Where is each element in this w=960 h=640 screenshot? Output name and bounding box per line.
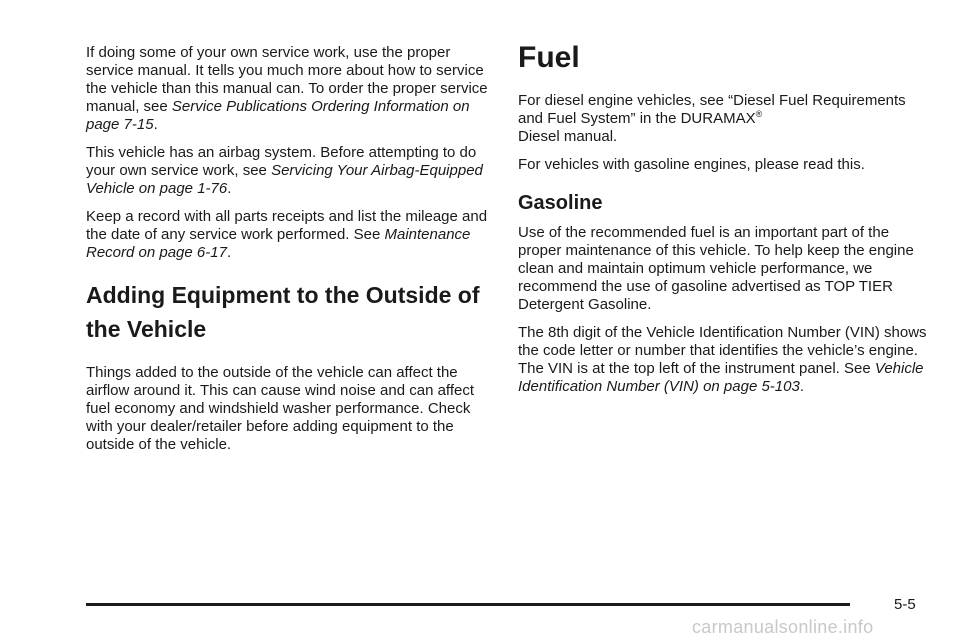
adding-equipment-heading: Adding Equipment to the Outside of the Vehicle bbox=[86, 282, 480, 342]
paragraph-text: The 8th digit of the Vehicle Identification Number (VIN) shows the code letter or number that identifies the vehicle’s engine. The VIN is at the top left of the instrument panel. See bbox=[518, 324, 927, 377]
registered-mark: ® bbox=[755, 109, 763, 119]
recommended-fuel-paragraph: Use of the recommended fuel is an important part of the proper maintenance of this vehicle. To help keep the engine clean and maintain optimum vehicle performance, we recommend the use of gasoline advertised as TOP TIER Detergent Gasoline. bbox=[518, 224, 914, 313]
maintenance-record-link[interactable]: Maintenance Record on page 6-17 bbox=[86, 226, 471, 261]
paragraph-end: . bbox=[227, 180, 232, 197]
right-column bbox=[518, 38, 928, 406]
airbag-paragraph bbox=[86, 144, 494, 198]
paragraph-text: Keep a record with all parts receipts and list the mileage and the date of any service work performed. See bbox=[86, 208, 488, 243]
paragraph-text: If doing some of your own service work, use the proper service manual. It tells you much more about how to service the vehicle than this manual can. To order the proper service manual, see bbox=[86, 44, 488, 115]
left-column bbox=[86, 44, 494, 464]
page-number: 5-5 bbox=[894, 596, 916, 613]
vin-link[interactable]: Vehicle Identification Number (VIN) on page 5-103 bbox=[518, 360, 924, 395]
paragraph-end: . bbox=[226, 244, 232, 261]
servicing-airbag-link[interactable]: Servicing Your Airbag-Equipped Vehicle on page 1-76 bbox=[86, 162, 483, 197]
vin-paragraph bbox=[518, 324, 928, 396]
service-publications-link[interactable]: Service Publications Ordering Information on page 7-15 bbox=[86, 98, 470, 133]
equipment-paragraph: Things added to the outside of the vehicle can affect the airflow around it. This can cause wind noise and can affect fuel economy and windshield washer performance. Check with your dealer/retailer before adding equipment to the outside of the vehicle. bbox=[86, 364, 475, 453]
fuel-title: Fuel bbox=[518, 41, 580, 74]
service-manual-paragraph bbox=[86, 44, 494, 134]
diesel-paragraph bbox=[518, 92, 928, 146]
watermark: carmanualsonline.info bbox=[692, 617, 874, 637]
record-paragraph bbox=[86, 208, 494, 262]
paragraph-end: . bbox=[153, 116, 158, 133]
paragraph-end: Diesel manual. bbox=[518, 128, 618, 145]
paragraph-end: . bbox=[799, 378, 804, 395]
gasoline-heading: Gasoline bbox=[518, 192, 603, 214]
gasoline-intro-paragraph: For vehicles with gasoline engines, please read this. bbox=[518, 156, 865, 173]
footer-rule bbox=[86, 603, 850, 606]
paragraph-text: This vehicle has an airbag system. Before attempting to do your own service work, see bbox=[86, 144, 477, 179]
paragraph-text: For diesel engine vehicles, see “Diesel Fuel Requirements and Fuel System” in the DURAMAX bbox=[518, 92, 906, 127]
